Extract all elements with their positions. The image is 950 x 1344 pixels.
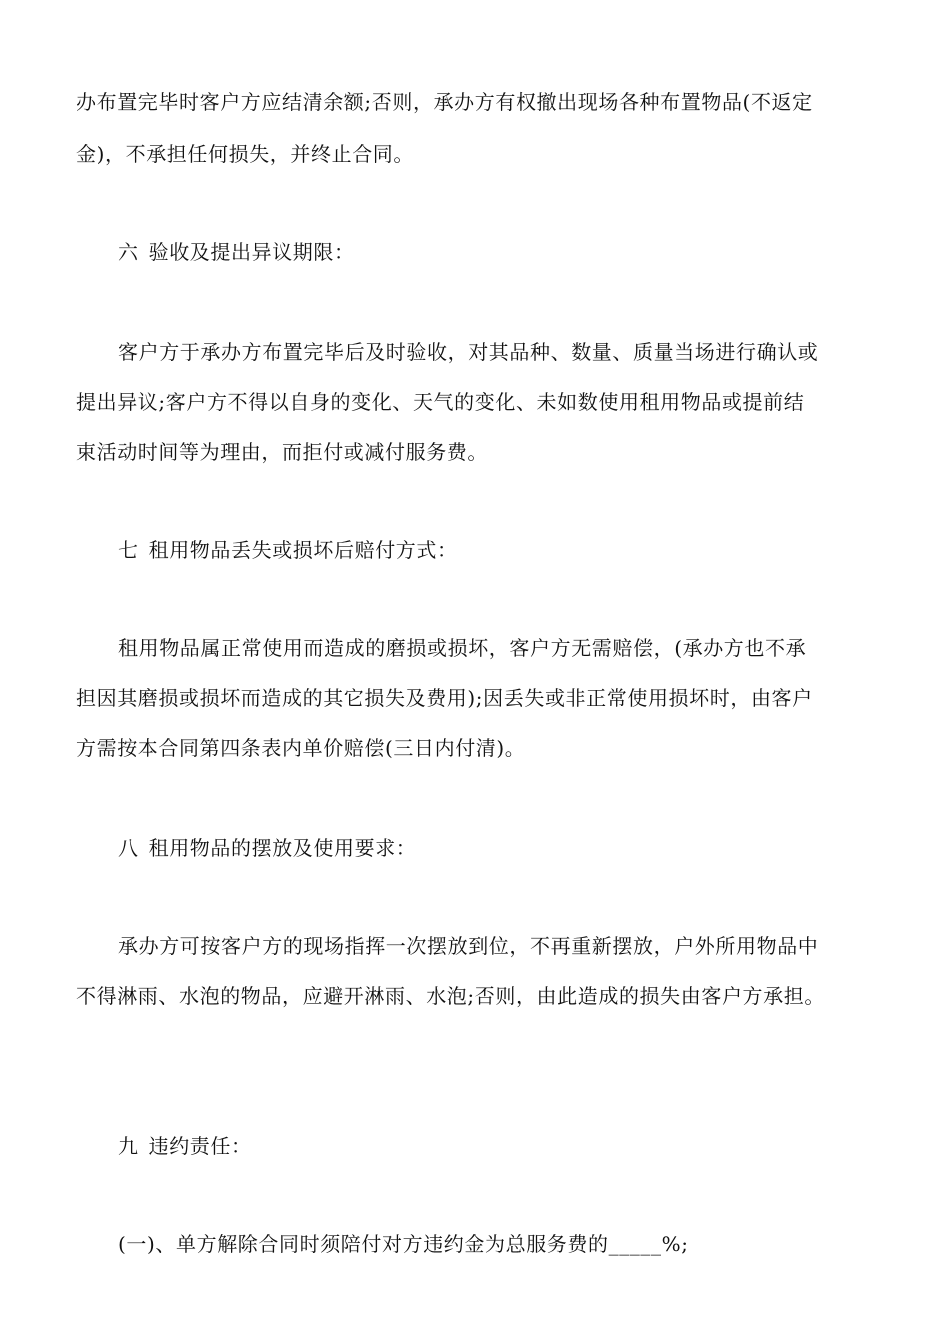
paragraph-line: 金)，不承担任何损失，并终止合同。 xyxy=(76,142,415,166)
section-heading-8 xyxy=(118,836,416,860)
paragraph-line: 不得淋雨、水泡的物品，应避开淋雨、水泡;否则，由此造成的损失由客户方承担。 xyxy=(76,984,825,1008)
paragraph-line: 束活动时间等为理由，而拒付或减付服务费。 xyxy=(76,440,488,464)
paragraph-line: 担因其磨损或损坏而造成的其它损失及费用);因丢失或非正常使用损坏时，由客户 xyxy=(76,686,813,710)
paragraph-line: 承办方可按客户方的现场指挥一次摆放到位，不再重新摆放，户外所用物品中 xyxy=(118,934,819,958)
paragraph-line: 方需按本合同第四条表内单价赔偿(三日内付清)。 xyxy=(76,736,526,760)
section-heading-6 xyxy=(118,240,355,264)
section-heading-9 xyxy=(118,1134,252,1158)
section-number: 八 xyxy=(118,836,139,860)
section-number: 九 xyxy=(118,1134,139,1158)
section-heading-7 xyxy=(118,538,458,562)
paragraph-line: 提出异议;客户方不得以自身的变化、天气的变化、未如数使用租用物品或提前结 xyxy=(76,390,805,414)
paragraph-line: 租用物品属正常使用而造成的磨损或损坏，客户方无需赔偿，(承办方也不承 xyxy=(118,636,807,660)
paragraph-line: 客户方于承办方布置完毕后及时验收，对其品种、数量、质量当场进行确认或 xyxy=(118,340,819,364)
paragraph-line: 办布置完毕时客户方应结清余额;否则，承办方有权撤出现场各种布置物品(不返定 xyxy=(76,90,813,114)
section-number: 六 xyxy=(118,240,139,264)
section-title: 租用物品丢失或损坏后赔付方式： xyxy=(148,538,458,562)
section-title: 租用物品的摆放及使用要求： xyxy=(148,836,417,860)
section-title: 违约责任： xyxy=(148,1134,252,1158)
paragraph-line: (一)、单方解除合同时须陪付对方违约金为总服务费的_____%; xyxy=(118,1232,689,1256)
section-title: 验收及提出异议期限： xyxy=(148,240,355,264)
section-number: 七 xyxy=(118,538,139,562)
